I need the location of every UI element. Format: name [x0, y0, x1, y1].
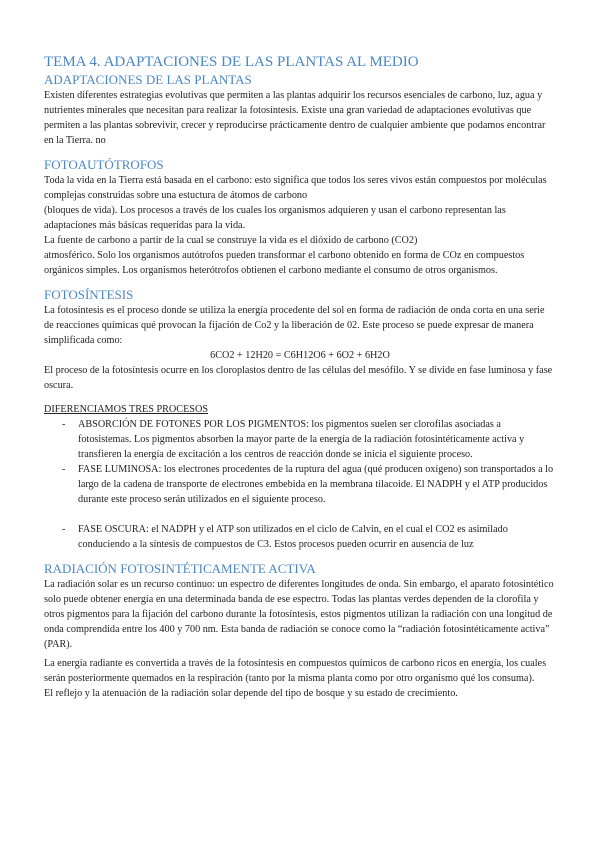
photosynthesis-formula: 6CO2 + 12H20 = C6H12O6 + 6O2 + 6H2O [210, 350, 390, 361]
dash-bullet: - [62, 464, 66, 475]
list-item [44, 417, 556, 462]
section-heading-fotoautotrofos: FOTOAUTÓTROFOS [44, 157, 164, 172]
dash-bullet: - [62, 524, 66, 535]
list-item-text: FASE OSCURA: el NADPH y el ATP son utilizados en el ciclo de Calvin, en el cual el CO2 es asimilado conduciendo a la síntesis de compuestos de C3. Estos procesos pueden ocurrir en ausencia de luz [78, 524, 508, 550]
section-heading-fotosintesis: FOTOSÍNTESIS [44, 287, 134, 302]
section-heading-procesos: DIFERENCIAMOS TRES PROCESOS [44, 404, 208, 415]
paragraph-fotosintesis-1: La fotosíntesis es el proceso donde se utiliza la energía procedente del sol en forma de radiación de onda corta en una serie de reacciones químicas qué provocan la fijación de Co2 y la liberación de 02. Este proceso se puede expresar de manera simplificada como: [44, 305, 545, 346]
list-item [44, 522, 556, 552]
paragraph-fotosintesis-2: El proceso de la fotosíntesis ocurre en los cloroplastos dentro de las células del mesófilo. Y se divide en fase luminosa y fase oscura. [44, 365, 553, 391]
paragraph-adaptaciones: Existen diferentes estrategias evolutivas que permiten a las plantas adquirir los recursos esenciales de carbono, luz, agua y nutrientes minerales que necesitan para realizar la fotosíntesis. Existe una gran variedad de adaptaciones evolutivas que permiten a las plantas sobrevivir, crecer y reproducirse prácticamente dentro de cualquier ambiente que podamos encontrar en la Tierra. no [44, 90, 546, 146]
section-heading-radiacion: RADIACIÓN FOTOSINTÉTICAMENTE ACTIVA [44, 561, 316, 576]
paragraph-fotoautotrofos-3: La fuente de carbono a partir de la cual se construye la vida es el dióxido de carbono (CO2) [44, 235, 418, 246]
list-item [44, 462, 556, 507]
section-heading-adaptaciones: ADAPTACIONES DE LAS PLANTAS [44, 72, 252, 87]
list-item-text: ABSORCIÓN DE FOTONES POR LOS PIGMENTOS: los pigmentos suelen ser clorofilas asociadas a fotosistemas. Los pigmentos absorben la mayor parte de la energía de la radiación fotosintéticamente activa y transfieren la energía de excitación a los centros de reacción donde se inicia el siguiente proceso. [78, 419, 525, 460]
process-list [44, 417, 556, 552]
dash-bullet: - [62, 419, 66, 430]
document-title: TEMA 4. ADAPTACIONES DE LAS PLANTAS AL MEDIO [44, 54, 419, 70]
list-item-text: FASE LUMINOSA: los electrones procedentes de la ruptura del agua (qué producen oxígeno) son transportados a lo largo de la cadena de transporte de electrones embebida en la membrana tilacoide. El NADPH y el ATP producidos durante este proceso serán utilizados en el siguiente proceso. [78, 464, 554, 505]
paragraph-fotoautotrofos-2: (bloques de vida). Los procesos a través de los cuales los organismos adquieren y usan el carbono representan las adaptaciones más básicas requeridas para la vida. [44, 205, 506, 231]
paragraph-radiacion-1: La radiación solar es un recurso continuo: un espectro de diferentes longitudes de onda. Sin embargo, el aparato fotosintético solo puede obtener energía en una determinada banda de ese espectro. Todas las plantas verdes dependen de la clorofila y otros pigmentos para la fijación del carbono durante la fotosíntesis, estos pigmentos utilizan la radiación con una longitud de onda comprendida entre los 400 y 700 nm. Esta banda de radiación se conoce como la “radiación fotosintéticamente activa” (PAR). [44, 579, 554, 650]
paragraph-radiacion-3: El reflejo y la atenuación de la radiación solar depende del tipo de bosque y su estado de crecimiento. [44, 688, 458, 699]
paragraph-fotoautotrofos-1: Toda la vida en la Tierra está basada en el carbono: esto significa que todos los seres vivos están compuestos por moléculas complejas construidas sobre una estuctura de átomos de carbono [44, 175, 547, 201]
paragraph-radiacion-2: La energía radiante es convertida a través de la fotosíntesis en compuestos químicos de carbono ricos en energía, los cuales serán posteriormente quemados en la respiración (tanto por la misma planta como por otro organismo qué los consuma). [44, 658, 547, 684]
paragraph-fotoautotrofos-4: atmosférico. Solo los organismos autótrofos pueden transformar el carbono obtenido en forma de COz en compuestos orgánicos simples. Los organismos heterótrofos obtienen el carbono mediante el consumo de otros organismos. [44, 250, 525, 276]
